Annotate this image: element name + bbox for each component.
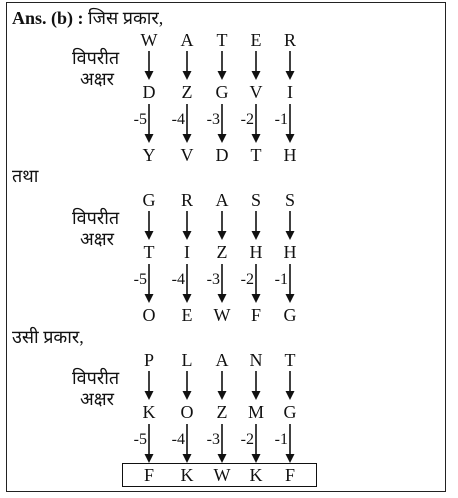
result-letter: Y	[142, 145, 156, 165]
word-letter: T	[216, 30, 228, 50]
word-letter: R	[180, 190, 193, 210]
result-letter: H	[283, 145, 297, 165]
reverse-label-bottom: अक्षर	[80, 69, 115, 89]
reversed-letter: G	[215, 82, 229, 102]
result-letter: E	[181, 305, 193, 325]
shift-value: -5	[133, 271, 147, 288]
shift-value: -1	[274, 271, 288, 288]
word-letter: L	[181, 350, 193, 370]
word-letter: S	[284, 190, 295, 210]
result-letter: F	[284, 465, 295, 485]
word-letter: A	[215, 190, 229, 210]
word-letter: A	[180, 30, 194, 50]
intro-text: जिस प्रकार,	[88, 8, 164, 28]
reverse-label-top: विपरीत	[72, 208, 120, 228]
reverse-label-top: विपरीत	[72, 48, 120, 68]
word-letter: N	[249, 350, 263, 370]
shift-value: -4	[171, 111, 185, 128]
shift-value: -1	[274, 111, 288, 128]
word-letter: G	[142, 190, 156, 210]
result-letter: O	[142, 305, 156, 325]
connector-tatha: तथा	[12, 166, 39, 186]
reverse-label-bottom: अक्षर	[80, 389, 115, 409]
reversed-letter: Z	[216, 402, 228, 422]
word-letter: P	[143, 350, 154, 370]
reverse-label-bottom: अक्षर	[80, 229, 115, 249]
reversed-letter: T	[143, 242, 155, 262]
shift-value: -5	[133, 431, 147, 448]
final-answer-box	[122, 463, 317, 487]
shift-value: -3	[206, 431, 220, 448]
reversed-letter: V	[249, 82, 263, 102]
reversed-letter: D	[142, 82, 156, 102]
answer-label: Ans. (b) :	[12, 8, 84, 28]
shift-value: -2	[240, 111, 254, 128]
solution-heading	[12, 8, 163, 28]
result-letter: W	[213, 465, 231, 485]
word-letter: E	[250, 30, 262, 50]
connector-usi-prakar: उसी प्रकार,	[12, 327, 84, 347]
reversed-letter: Z	[181, 82, 193, 102]
shift-value: -4	[171, 431, 185, 448]
result-letter: F	[250, 305, 261, 325]
shift-value: -2	[240, 431, 254, 448]
reverse-label-top: विपरीत	[72, 368, 120, 388]
reversed-letter: K	[142, 402, 156, 422]
result-letter: T	[250, 145, 262, 165]
result-letter: W	[213, 305, 231, 325]
shift-value: -3	[206, 271, 220, 288]
word-letter: S	[250, 190, 261, 210]
result-letter: V	[180, 145, 194, 165]
result-letter: F	[143, 465, 154, 485]
reversed-letter: Z	[216, 242, 228, 262]
result-letter: K	[249, 465, 263, 485]
shift-value: -4	[171, 271, 185, 288]
shift-value: -3	[206, 111, 220, 128]
reversed-letter: G	[283, 402, 297, 422]
reversed-letter: H	[249, 242, 263, 262]
word-letter: W	[140, 30, 158, 50]
word-letter: A	[215, 350, 229, 370]
word-letter: R	[283, 30, 296, 50]
shift-value: -5	[133, 111, 147, 128]
result-letter: D	[215, 145, 229, 165]
reversed-letter: I	[287, 82, 293, 102]
shift-value: -2	[240, 271, 254, 288]
reversed-letter: O	[180, 402, 194, 422]
result-letter: G	[283, 305, 297, 325]
reversed-letter: I	[184, 242, 190, 262]
shift-value: -1	[274, 431, 288, 448]
result-letter: K	[180, 465, 194, 485]
reversed-letter: H	[283, 242, 297, 262]
word-letter: T	[284, 350, 296, 370]
reversed-letter: M	[247, 402, 264, 422]
